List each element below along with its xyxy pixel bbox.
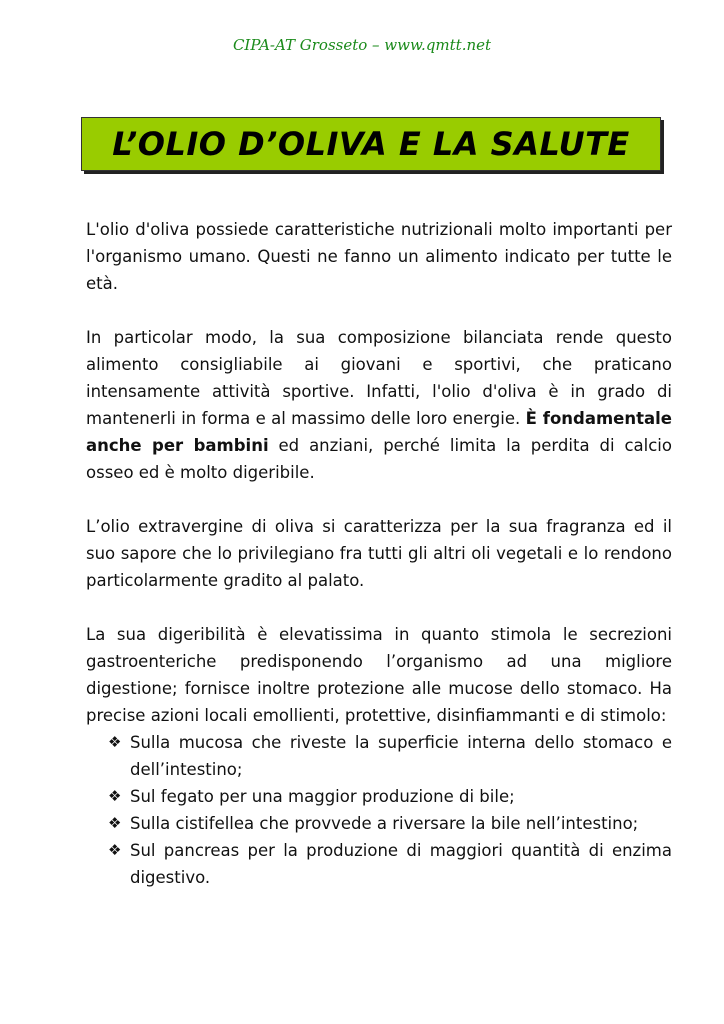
list-item: [108, 729, 672, 783]
document-body: [86, 216, 672, 891]
paragraph-digestibility: La sua digeribilità è elevatissima in quanto stimola le secrezioni gastroenteriche predisponendo l’organismo ad una migliore digestione; fornisce inoltre protezione alle mucose dello stomaco. Ha precise azioni locali emollienti, protettive, disinfiammanti e di stimolo:: [86, 625, 672, 725]
diamond-bullet-icon: ❖: [108, 787, 122, 805]
diamond-bullet-icon: ❖: [108, 814, 122, 832]
page-header: CIPA-AT Grosseto – www.qmtt.net: [232, 36, 492, 54]
paragraph-extravergine: L’olio extravergine di oliva si caratterizza per la sua fragranza ed il suo sapore che lo privilegiano fra tutti gli altri oli vegetali e lo rendono particolarmente gradito al palato.: [86, 517, 672, 590]
paragraph-composition-text: In particolar modo, la sua composizione bilanciata rende questo alimento consigliabile ai giovani e sportivi, che praticano intensamente attività sportive. Infatti, l'olio d'oliva è in grado di mantenerli in forma e al massimo delle loro energie.: [86, 328, 672, 428]
list-item-text: Sulla mucosa che riveste la superficie interna dello stomaco e dell’intestino;: [130, 733, 672, 779]
diamond-bullet-icon: ❖: [108, 841, 122, 859]
page-title: L’OLIO D’OLIVA E LA SALUTE: [112, 125, 630, 163]
diamond-bullet-icon: ❖: [108, 733, 122, 751]
list-item: [108, 837, 672, 891]
list-item-text: Sul pancreas per la produzione di maggiori quantità di enzima digestivo.: [130, 841, 672, 887]
paragraph-composition: [86, 324, 672, 486]
list-item: [108, 810, 672, 837]
paragraph-composition-text-end: ed anziani, perché limita la perdita di calcio osseo ed è molto digeribile.: [86, 436, 672, 482]
list-item-text: Sul fegato per una maggior produzione di bile;: [130, 787, 515, 806]
list-item-text: Sulla cistifellea che provvede a riversare la bile nell’intestino;: [130, 814, 639, 833]
paragraph-intro: L'olio d'oliva possiede caratteristiche nutrizionali molto importanti per l'organismo umano. Questi ne fanno un alimento indicato per tutte le età.: [86, 220, 672, 293]
title-banner: [81, 117, 661, 171]
effects-list: [86, 729, 672, 891]
list-item: [108, 783, 672, 810]
bold-emphasis: È fondamentale anche per bambini: [86, 409, 672, 455]
